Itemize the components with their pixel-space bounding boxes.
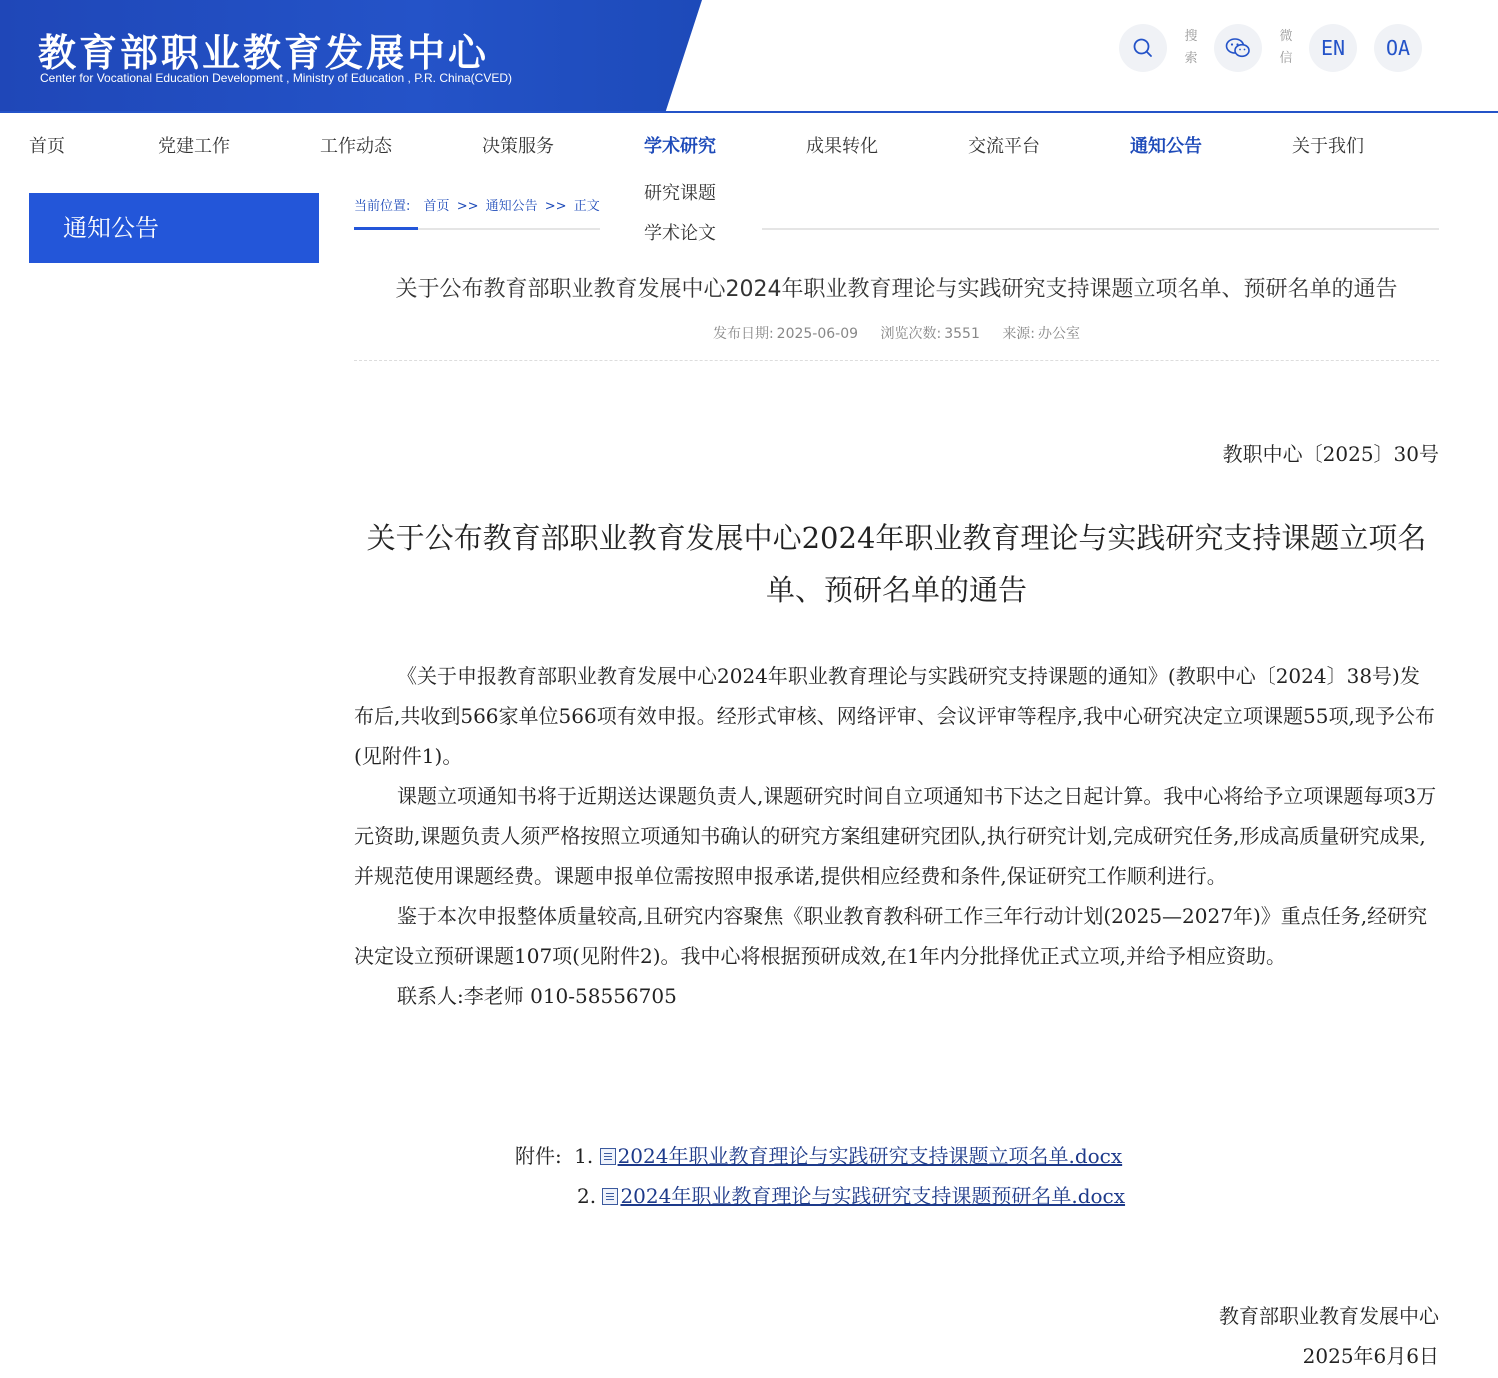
attachments-label: 附件: <box>515 1144 562 1168</box>
source-label: 来源: <box>1002 326 1036 342</box>
wechat-label: 微信 <box>1279 29 1293 66</box>
word-doc-icon <box>600 1148 616 1165</box>
wechat-button[interactable] <box>1214 24 1262 72</box>
attachment-row <box>515 1136 1125 1176</box>
site-title[interactable]: 教育部职业教育发展中心 <box>38 31 490 75</box>
publish-date-label: 发布日期: <box>712 326 774 342</box>
nav-item-decision[interactable]: 决策服务 <box>482 136 554 157</box>
publish-date <box>713 326 858 342</box>
article-divider <box>354 360 1439 361</box>
dropdown-item-topics[interactable]: 研究课题 <box>644 183 716 204</box>
header-divider <box>0 111 1498 113</box>
attachments <box>515 1136 1125 1216</box>
nav-item-notices[interactable]: 通知公告 <box>1130 136 1202 157</box>
nav-item-about[interactable]: 关于我们 <box>1292 136 1364 157</box>
breadcrumb-separator: >> <box>456 199 479 214</box>
publish-date-value: 2025-06-09 <box>776 326 859 342</box>
nav-item-news[interactable]: 工作动态 <box>320 136 392 157</box>
research-dropdown <box>644 176 716 256</box>
nav-item-research[interactable]: 学术研究 <box>644 136 716 157</box>
signature-date: 2025年6月6日 <box>1302 1344 1439 1368</box>
contact-paragraph: 联系人:李老师 010-58556705 <box>397 984 677 1008</box>
attachment-link[interactable]: 2024年职业教育理论与实践研究支持课题预研名单.docx <box>620 1184 1126 1208</box>
breadcrumb-home[interactable]: 首页 <box>423 199 450 214</box>
nav-item-results[interactable]: 成果转化 <box>806 136 878 157</box>
nav-item-party[interactable]: 党建工作 <box>158 136 230 157</box>
view-count-value: 3551 <box>944 326 980 342</box>
article-meta <box>354 323 1439 343</box>
view-count-label: 浏览次数: <box>880 326 942 342</box>
dropdown-item-papers[interactable]: 学术论文 <box>644 223 716 244</box>
view-count <box>881 326 980 342</box>
body-paragraph: 鉴于本次申报整体质量较高,且研究内容聚焦《职业教育教科研工作三年行动计划(2025—2027年)》重点任务,经研究决定设立预研课题107项(见附件2)。我中心将根据预研成效,在1年内分批择优正式立项,并给予相应资助。 <box>354 904 1428 968</box>
sidebar-title[interactable]: 通知公告 <box>29 193 319 263</box>
search-icon <box>1132 37 1154 59</box>
breadcrumb <box>354 195 603 214</box>
nav-item-exchange[interactable]: 交流平台 <box>968 136 1040 157</box>
search-label: 搜索 <box>1184 29 1198 66</box>
main-nav <box>0 122 1498 166</box>
site-subtitle: Center for Vocational Education Development , Ministry of Education , P.R. China(CVED) <box>40 71 513 85</box>
site-header <box>0 0 1498 112</box>
wechat-icon <box>1225 37 1251 59</box>
attachment-link[interactable]: 2024年职业教育理论与实践研究支持课题立项名单.docx <box>617 1144 1123 1168</box>
word-doc-icon <box>602 1188 618 1205</box>
body-paragraph: 《关于申报教育部职业教育发展中心2024年职业教育理论与实践研究支持课题的通知》(教职中心〔2024〕38号)发布后,共收到566家单位566项有效申报。经形式审核、网络评审、会议评审等程序,我中心研究决定立项课题55项,现予公布(见附件1)。 <box>354 664 1435 768</box>
breadcrumb-current[interactable]: 正文 <box>573 199 600 214</box>
nav-item-home[interactable]: 首页 <box>29 136 65 157</box>
attachment-number: 2. <box>577 1184 597 1208</box>
breadcrumb-prefix: 当前位置: <box>354 199 411 214</box>
search-button[interactable] <box>1119 24 1167 72</box>
english-button[interactable]: EN <box>1309 24 1357 72</box>
breadcrumb-separator: >> <box>544 199 567 214</box>
attachment-number: 1. <box>574 1144 594 1168</box>
article-source <box>1002 326 1080 342</box>
breadcrumb-section[interactable]: 通知公告 <box>485 199 538 214</box>
document-number: 教职中心〔2025〕30号 <box>1222 442 1439 466</box>
signature <box>1219 1296 1439 1376</box>
document-title: 关于公布教育部职业教育发展中心2024年职业教育理论与实践研究支持课题立项名单、预研名单的通告 <box>366 521 1427 607</box>
article-title: 关于公布教育部职业教育发展中心2024年职业教育理论与实践研究支持课题立项名单、预研名单的通告 <box>395 277 1398 302</box>
signature-org: 教育部职业教育发展中心 <box>1219 1304 1439 1328</box>
body-paragraph: 课题立项通知书将于近期送达课题负责人,课题研究时间自立项通知书下达之日起计算。我中心将给予立项课题每项3万元资助,课题负责人须严格按照立项通知书确认的研究方案组建研究团队,执行研究计划,完成研究任务,形成高质量研究成果,并规范使用课题经费。课题申报单位需按照申报承诺,提供相应经费和条件,保证研究工作顺利进行。 <box>354 784 1437 888</box>
attachment-row <box>515 1176 1125 1216</box>
oa-button[interactable]: OA <box>1374 24 1422 72</box>
source-value: 办公室 <box>1038 326 1081 342</box>
breadcrumb-underline <box>762 228 1439 230</box>
breadcrumb-accent <box>354 227 418 230</box>
article-body <box>354 656 1439 1016</box>
